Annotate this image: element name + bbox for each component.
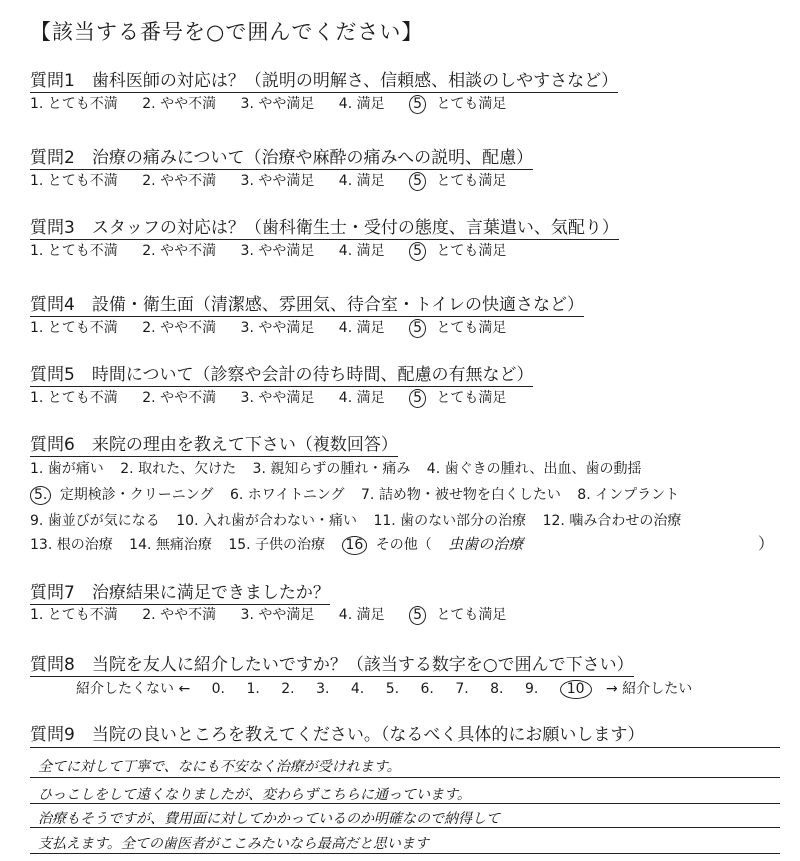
option-2[interactable]: 2. やや不満 bbox=[142, 390, 217, 406]
option-2[interactable]: 2. やや不満 bbox=[142, 96, 217, 112]
option-5-circled[interactable]: 5 bbox=[409, 172, 426, 191]
question-9-title: 質問9 当院の良いところを教えてください。（なるべく具体的にお願いします） bbox=[30, 725, 645, 745]
option-1[interactable]: 1. とても不満 bbox=[30, 243, 118, 259]
answer-line bbox=[30, 747, 780, 748]
option-5-circled[interactable]: 5 bbox=[409, 606, 426, 625]
reason-13[interactable]: 13. 根の治療 bbox=[30, 537, 113, 553]
option-5-label: とても満足 bbox=[436, 243, 507, 259]
option-1[interactable]: 1. とても不満 bbox=[30, 96, 118, 112]
option-3[interactable]: 3. やや満足 bbox=[240, 320, 315, 336]
option-1[interactable]: 1. とても不満 bbox=[30, 390, 118, 406]
reason-9[interactable]: 9. 歯並びが気になる bbox=[30, 513, 160, 529]
option-1[interactable]: 1. とても不満 bbox=[30, 607, 118, 623]
instruction-heading: 【該当する番号を○で囲んでください】 bbox=[30, 20, 424, 44]
option-5-label: とても満足 bbox=[436, 173, 507, 189]
scale-4[interactable]: 4. bbox=[350, 681, 365, 697]
option-5-circled[interactable]: 5 bbox=[409, 95, 426, 114]
option-5-label: とても満足 bbox=[436, 96, 507, 112]
question-1-options bbox=[30, 93, 526, 114]
question-6-row-4 bbox=[30, 533, 535, 555]
option-4[interactable]: 4. 満足 bbox=[338, 173, 385, 189]
reason-1[interactable]: 1. 歯が痛い bbox=[30, 461, 104, 477]
recommend-scale bbox=[76, 678, 709, 699]
question-4-title: 質問4 設備・衛生面（清潔感、雰囲気、待合室・トイレの快適さなど） bbox=[30, 290, 584, 317]
option-4[interactable]: 4. 満足 bbox=[338, 607, 385, 623]
answer-line bbox=[30, 777, 780, 778]
reason-6[interactable]: 6. ホワイトニング bbox=[230, 487, 345, 503]
option-1[interactable]: 1. とても不満 bbox=[30, 320, 118, 336]
other-close-paren: ） bbox=[758, 534, 775, 553]
option-5-label: とても満足 bbox=[436, 320, 507, 336]
question-2-options bbox=[30, 170, 526, 191]
option-2[interactable]: 2. やや不満 bbox=[142, 607, 217, 623]
scale-3[interactable]: 3. bbox=[316, 681, 330, 697]
question-6-row-2 bbox=[30, 484, 691, 505]
reason-3[interactable]: 3. 親知らずの腫れ・痛み bbox=[252, 461, 411, 477]
option-2[interactable]: 2. やや不満 bbox=[142, 173, 217, 189]
option-3[interactable]: 3. やや満足 bbox=[240, 243, 315, 259]
question-7-options bbox=[30, 604, 526, 625]
reason-16-other: その他（ bbox=[375, 537, 432, 553]
question-6-row-1 bbox=[30, 458, 653, 478]
option-2[interactable]: 2. やや不満 bbox=[142, 320, 217, 336]
question-6-title: 質問6 来院の理由を教えて下さい（複数回答） bbox=[30, 430, 398, 457]
reason-15[interactable]: 15. 子供の治療 bbox=[228, 537, 326, 553]
other-handwritten-answer[interactable]: 虫歯の治療 bbox=[448, 535, 524, 553]
option-5-circled[interactable]: 5 bbox=[409, 242, 426, 261]
question-6-row-3 bbox=[30, 510, 693, 530]
scale-1[interactable]: 1. bbox=[246, 681, 260, 697]
option-3[interactable]: 3. やや満足 bbox=[240, 173, 315, 189]
comment-line-3[interactable]: 治療もそうですが、費用面に対してかかっているのか明確なので納得して bbox=[38, 811, 500, 827]
option-1[interactable]: 1. とても不満 bbox=[30, 173, 118, 189]
answer-line bbox=[30, 827, 780, 828]
question-8-title: 質問8 当院を友人に紹介したいですか？（該当する数字を○で囲んで下さい） bbox=[30, 650, 634, 677]
comment-line-1[interactable]: 全てに対して丁寧で、なにも不安なく治療が受けれます。 bbox=[38, 759, 401, 775]
scale-9[interactable]: 9. bbox=[524, 681, 539, 697]
question-4-options bbox=[30, 317, 526, 338]
scale-8[interactable]: 8. bbox=[490, 681, 504, 697]
question-5-title: 質問5 時間について（診察や会計の待ち時間、配慮の有無など） bbox=[30, 360, 533, 387]
reason-7[interactable]: 7. 詰め物・被せ物を白くしたい bbox=[361, 487, 561, 503]
option-4[interactable]: 4. 満足 bbox=[338, 320, 385, 336]
reason-14[interactable]: 14. 無痛治療 bbox=[129, 537, 212, 553]
comment-line-2[interactable]: ひっこしをして遠くなりましたが、変わらずこちらに通っています。 bbox=[38, 787, 471, 803]
answer-line bbox=[30, 803, 780, 804]
question-1-title: 質問1 歯科医師の対応は？（説明の明解さ、信頼感、相談のしやすさなど） bbox=[30, 66, 618, 93]
option-5-circled[interactable]: 5 bbox=[409, 319, 426, 338]
option-5-circled[interactable]: 5 bbox=[409, 389, 426, 408]
question-3-options bbox=[30, 240, 526, 261]
reason-4[interactable]: 4. 歯ぐきの腫れ、出血、歯の動揺 bbox=[426, 461, 642, 477]
option-3[interactable]: 3. やや満足 bbox=[240, 607, 315, 623]
answer-line bbox=[30, 853, 780, 854]
scale-0[interactable]: 0. bbox=[211, 681, 225, 697]
scale-left-label: 紹介したくない ← bbox=[76, 681, 191, 697]
comment-line-4[interactable]: 支払えます。全ての歯医者がここみたいなら最高だと思います bbox=[38, 836, 429, 852]
reason-5-circled[interactable]: 5. bbox=[30, 486, 51, 505]
question-5-options bbox=[30, 387, 526, 408]
option-3[interactable]: 3. やや満足 bbox=[240, 96, 315, 112]
reason-8[interactable]: 8. インプラント bbox=[577, 487, 680, 503]
reason-12[interactable]: 12. 噛み合わせの治療 bbox=[542, 513, 682, 529]
option-4[interactable]: 4. 満足 bbox=[338, 96, 385, 112]
option-3[interactable]: 3. やや満足 bbox=[240, 390, 315, 406]
scale-10-circled[interactable]: 10 bbox=[560, 680, 592, 699]
scale-7[interactable]: 7. bbox=[455, 681, 469, 697]
scale-5[interactable]: 5. bbox=[385, 681, 400, 697]
reason-2[interactable]: 2. 取れた、欠けた bbox=[120, 461, 237, 477]
option-2[interactable]: 2. やや不満 bbox=[142, 243, 217, 259]
option-4[interactable]: 4. 満足 bbox=[338, 243, 385, 259]
option-5-label: とても満足 bbox=[436, 390, 507, 406]
option-5-label: とても満足 bbox=[436, 607, 507, 623]
reason-11[interactable]: 11. 歯のない部分の治療 bbox=[373, 513, 527, 529]
scale-6[interactable]: 6. bbox=[420, 681, 434, 697]
question-2-title: 質問2 治療の痛みについて（治療や麻酔の痛みへの説明、配慮） bbox=[30, 143, 533, 170]
question-3-title: 質問3 スタッフの対応は？（歯科衛生士・受付の態度、言葉遣い、気配り） bbox=[30, 213, 619, 240]
scale-2[interactable]: 2. bbox=[281, 681, 295, 697]
reason-16-circled[interactable]: 16 bbox=[342, 536, 368, 555]
reason-5[interactable]: 定期検診・クリーニング bbox=[59, 487, 214, 503]
scale-right-label: → 紹介したい bbox=[606, 681, 693, 697]
question-7-title: 質問7 治療結果に満足できましたか？ bbox=[30, 578, 330, 605]
reason-10[interactable]: 10. 入れ歯が合わない・痛い bbox=[176, 513, 357, 529]
option-4[interactable]: 4. 満足 bbox=[338, 390, 385, 406]
